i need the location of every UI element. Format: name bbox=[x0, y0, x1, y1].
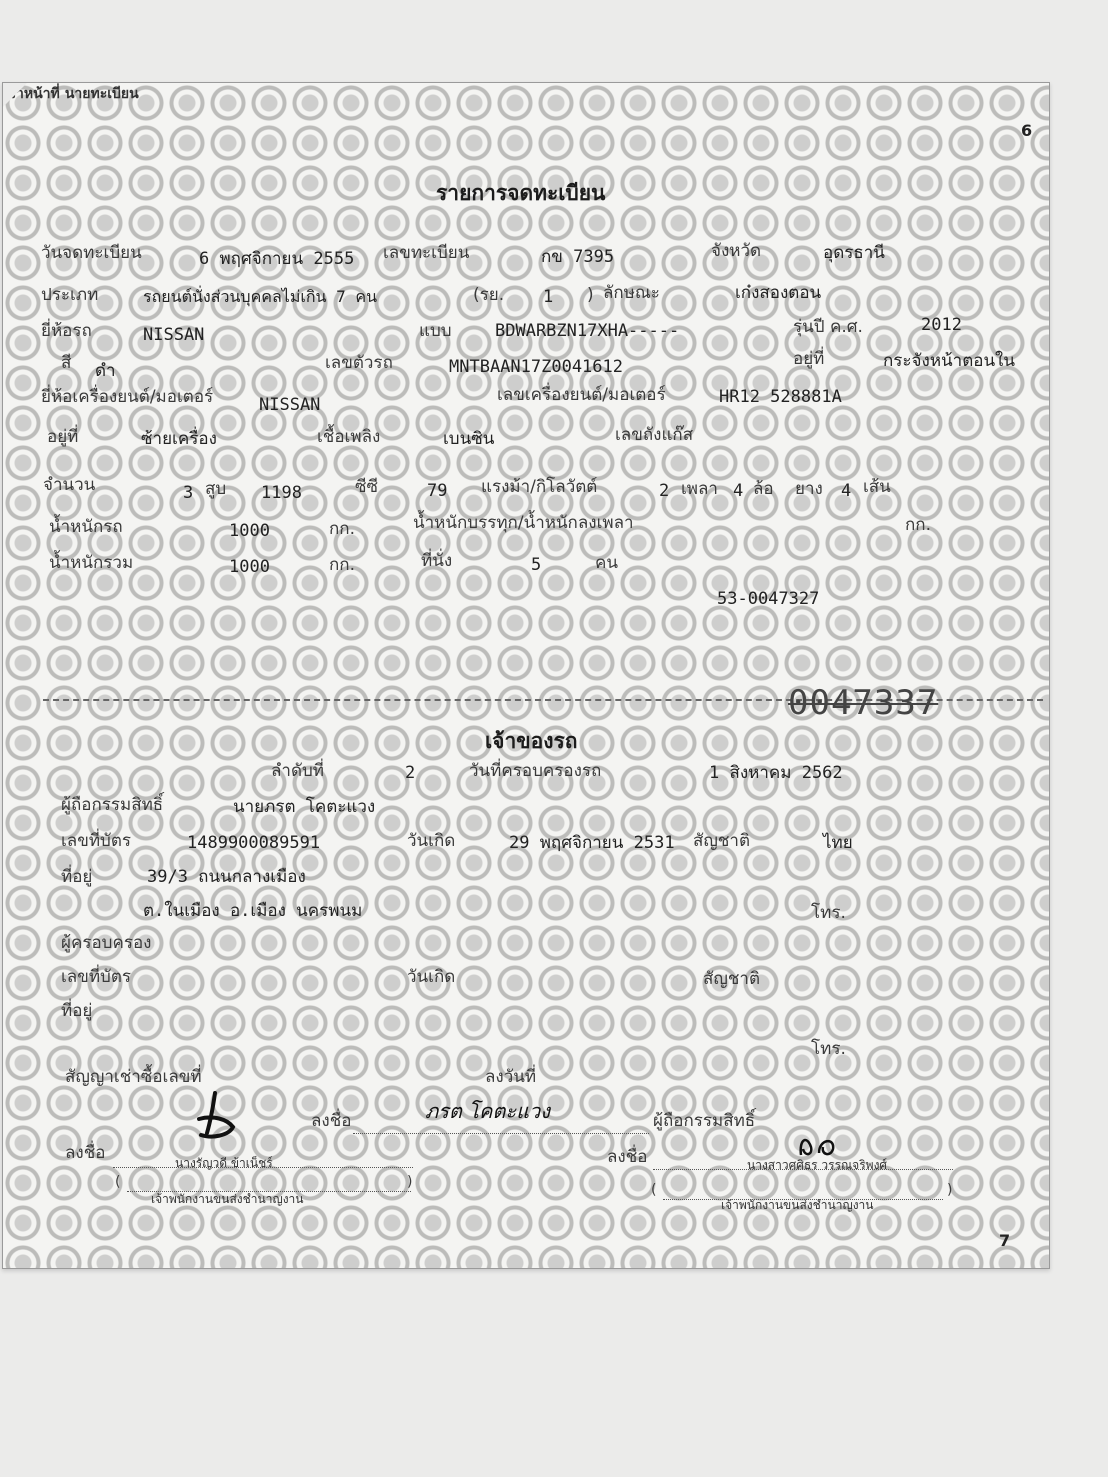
model-label: แบบ bbox=[419, 321, 452, 341]
cylinders-unit: สูบ bbox=[205, 479, 227, 499]
possessor-address-label: ที่อยู่ bbox=[61, 1001, 93, 1021]
registrar-position: เจ้าพนักงานขนส่งชำนาญงาน bbox=[721, 1198, 874, 1212]
officer-sign-label: ลงชื่อ bbox=[65, 1143, 106, 1163]
body-style-label: ลักษณะ bbox=[603, 283, 660, 303]
owner-address-line2: ต.ในเมือง อ.เมือง นครพนม bbox=[143, 901, 363, 921]
tires-label: ยาง bbox=[795, 479, 823, 499]
engine-number-label: เลขเครื่องยนต์/มอเตอร์ bbox=[497, 385, 666, 405]
brand-value: NISSAN bbox=[143, 325, 205, 345]
count-label: จำนวน bbox=[43, 475, 96, 495]
registrar-title: นายทะเบียน bbox=[64, 86, 139, 102]
registration-date-label: วันจดทะเบียน bbox=[41, 243, 142, 263]
possessor-id-label: เลขที่บัตร bbox=[61, 967, 132, 987]
owner-id-label: เลขที่บัตร bbox=[61, 831, 132, 851]
wheels-value: 4 bbox=[733, 481, 744, 501]
owner-role: ผู้ถือกรรมสิทธิ์ bbox=[653, 1111, 756, 1131]
registration-page bbox=[2, 82, 1050, 1269]
color-value: ดำ bbox=[95, 361, 116, 381]
possession-date-value: 1 สิงหาคม 2562 bbox=[709, 763, 843, 783]
folded-corner bbox=[3, 83, 27, 107]
registration-title: รายการจดทะเบียน bbox=[436, 181, 606, 205]
tires-unit: เส้น bbox=[863, 477, 891, 497]
brand-label: ยี่ห้อรถ bbox=[41, 321, 92, 341]
horsepower-unit: แรงม้า/กิโลวัตต์ bbox=[481, 477, 598, 497]
model-year-label: รุ่นปี ค.ศ. bbox=[793, 317, 863, 337]
seats-value: 5 bbox=[531, 555, 542, 575]
body-style-value: เก๋งสองตอน bbox=[735, 283, 822, 303]
officer-paren-open: ( bbox=[115, 1174, 121, 1190]
registration-date-value: 6 พฤศจิกายน 2555 bbox=[199, 249, 355, 269]
tires-value: 4 bbox=[841, 481, 852, 501]
owner-sign-line bbox=[353, 1133, 649, 1134]
owner-nationality-label: สัญชาติ bbox=[693, 831, 750, 851]
lease-contract-label: สัญญาเช่าซื้อเลขที่ bbox=[65, 1067, 202, 1087]
gross-weight-value: 1000 bbox=[229, 557, 270, 577]
seats-unit: คน bbox=[595, 553, 618, 573]
owner-dob-value: 29 พฤศจิกายน 2531 bbox=[509, 833, 675, 853]
model-value: BDWARBZN17XHA----- bbox=[495, 321, 680, 341]
ry-close: ) bbox=[587, 285, 594, 305]
owner-sign-label: ลงชื่อ bbox=[311, 1111, 352, 1131]
registrar-handwritten-signature bbox=[793, 1129, 843, 1161]
gross-weight-label: น้ำหนักรวม bbox=[49, 553, 134, 573]
seats-label: ที่นั่ง bbox=[421, 551, 453, 571]
possessor-phone-label: โทร. bbox=[811, 1039, 846, 1059]
load-weight-label: น้ำหนักบรรทุก/น้ำหนักลงเพลา bbox=[413, 513, 634, 533]
possessor-dob-label: วันเกิด bbox=[407, 967, 456, 987]
officer-name: นางรัญวดี ข้าเน็ชร์ bbox=[175, 1156, 273, 1170]
cc-unit: ซีซี bbox=[355, 477, 379, 497]
officer-title: เจ้าหน้าที่ bbox=[3, 86, 60, 102]
province-value: อุดรธานี bbox=[823, 243, 885, 263]
engine-brand-value: NISSAN bbox=[259, 395, 321, 415]
engine-location-label: อยู่ที่ bbox=[47, 427, 79, 447]
page-number-bottom: 7 bbox=[999, 1231, 1011, 1250]
owner-dob-label: วันเกิด bbox=[407, 831, 456, 851]
owner-address-line1: 39/3 ถนนกลางเมือง bbox=[147, 867, 306, 887]
owner-title: เจ้าของรถ bbox=[485, 729, 578, 753]
vehicle-type-label: ประเภท bbox=[41, 285, 99, 305]
possession-date-label: วันที่ครอบครองรถ bbox=[469, 761, 602, 781]
document-number: 53-0047327 bbox=[717, 589, 820, 609]
horsepower-value: 79 bbox=[427, 481, 448, 501]
cylinders-value: 3 bbox=[183, 483, 194, 503]
plate-value: กข 7395 bbox=[541, 247, 615, 267]
load-weight-unit: กก. bbox=[905, 515, 931, 535]
owner-phone-label: โทร. bbox=[811, 903, 846, 923]
vehicle-weight-value: 1000 bbox=[229, 521, 270, 541]
owner-address-label: ที่อยู่ bbox=[61, 867, 93, 887]
page-number-top: 6 bbox=[1021, 121, 1033, 140]
vehicle-type-value: รถยนต์นั่งส่วนบุคคลไม่เกิน 7 คน bbox=[143, 287, 378, 306]
plate-label: เลขทะเบียน bbox=[383, 243, 470, 263]
registrar-sign-label: ลงชื่อ bbox=[607, 1147, 648, 1167]
gas-tank-label: เลขถังแก๊ส bbox=[615, 425, 694, 445]
holder-label: ผู้ถือกรรมสิทธิ์ bbox=[61, 795, 164, 815]
vehicle-weight-label: น้ำหนักรถ bbox=[49, 517, 123, 537]
ry-open: (รย. bbox=[473, 285, 505, 305]
owner-nationality-value: ไทย bbox=[823, 833, 853, 853]
wheels-unit: ล้อ bbox=[753, 479, 774, 499]
chassis-location-label: อยู่ที่ bbox=[793, 349, 825, 369]
fuel-value: เบนซิน bbox=[443, 429, 495, 449]
axles-unit: เพลา bbox=[681, 479, 718, 499]
fuel-label: เชื้อเพลิง bbox=[317, 427, 381, 447]
cc-value: 1198 bbox=[261, 483, 302, 503]
possessor-nationality-label: สัญชาติ bbox=[703, 969, 760, 989]
owner-signature: ภรต โคตะแวง bbox=[425, 1099, 551, 1123]
owner-mark-signature bbox=[193, 1089, 253, 1143]
chassis-label: เลขตัวรถ bbox=[325, 353, 393, 373]
owner-id-value: 1489900089591 bbox=[187, 833, 321, 853]
chassis-value: MNTBAAN17Z0041612 bbox=[449, 357, 623, 377]
registrar-paren-close: ) bbox=[947, 1182, 953, 1198]
engine-location-value: ซ้ายเครื่อง bbox=[141, 429, 217, 449]
vehicle-weight-unit: กก. bbox=[329, 519, 355, 539]
registrar-paren-open: ( bbox=[651, 1182, 657, 1198]
engine-number-value: HR12 528881A bbox=[719, 387, 842, 407]
lease-date-label: ลงวันที่ bbox=[485, 1067, 537, 1087]
officer-position: เจ้าพนักงานขนส่งชำนาญงาน bbox=[151, 1192, 304, 1206]
engine-brand-label: ยี่ห้อเครื่องยนต์/มอเตอร์ bbox=[41, 387, 214, 407]
order-label: ลำดับที่ bbox=[271, 761, 325, 781]
holder-value: นายภรต โคตะแวง bbox=[233, 797, 376, 817]
order-value: 2 bbox=[405, 763, 416, 783]
province-label: จังหวัด bbox=[711, 241, 762, 261]
gross-weight-unit: กก. bbox=[329, 555, 355, 575]
officer-paren-close: ) bbox=[407, 1174, 413, 1190]
axles-value: 2 bbox=[659, 481, 670, 501]
model-year-value: 2012 bbox=[921, 315, 962, 335]
chassis-location-value: กระจังหน้าตอนใน bbox=[883, 351, 1015, 371]
possessor-label: ผู้ครอบครอง bbox=[61, 933, 152, 953]
ry-value: 1 bbox=[543, 287, 554, 307]
color-label: สี bbox=[61, 353, 72, 373]
serial-stamp: 0047337 bbox=[788, 683, 939, 723]
registrar-name: นางสาวศศิธร วรรณจริพงศ์ bbox=[747, 1158, 888, 1172]
